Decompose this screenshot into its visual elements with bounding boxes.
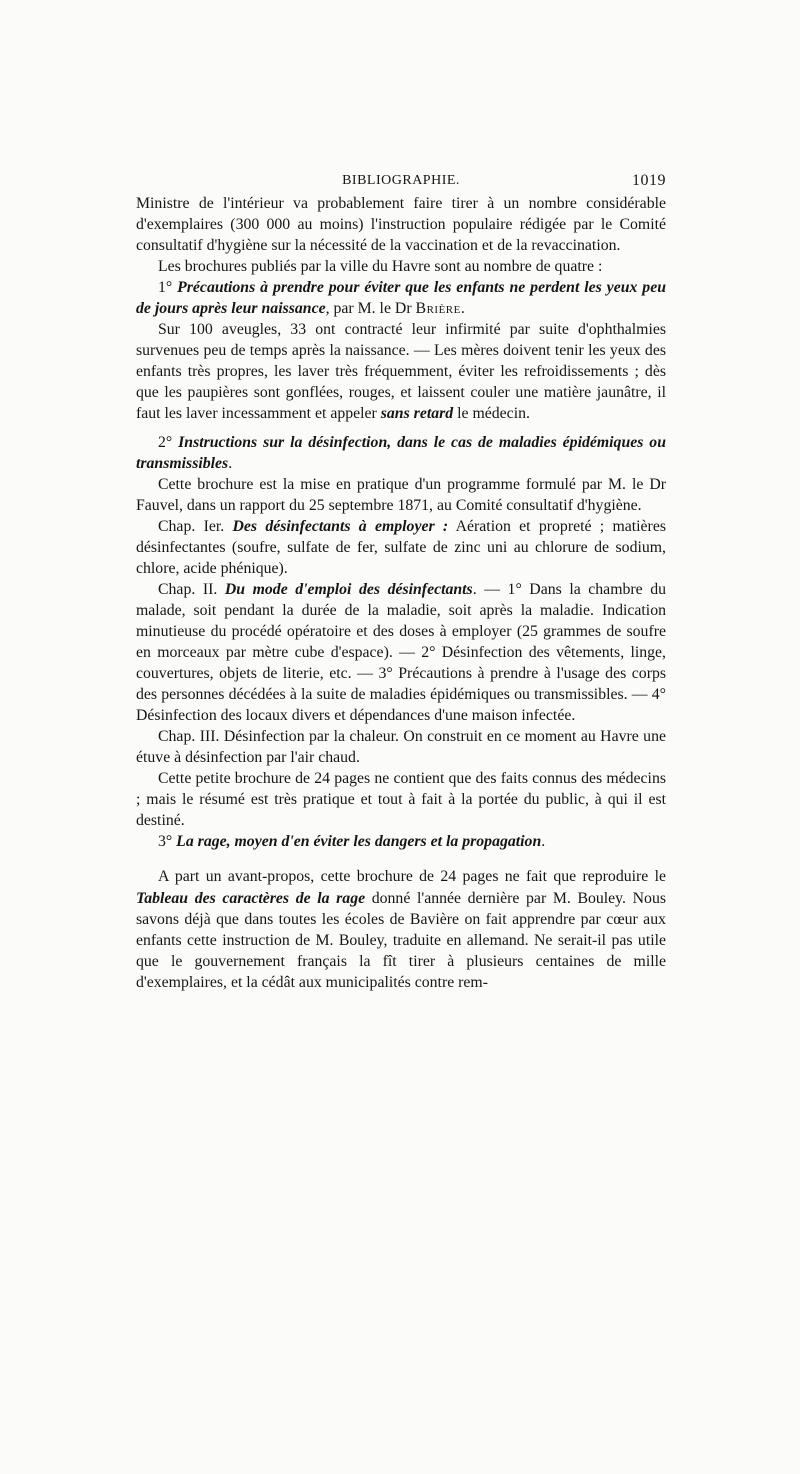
item-3-number: 3° xyxy=(158,833,173,851)
paragraph-rage xyxy=(136,866,666,992)
running-header xyxy=(136,170,666,192)
chapter-2-label: Chap. II. xyxy=(158,580,225,598)
chapter-1-title: Des désinfectants à employer : xyxy=(232,517,449,535)
item-1-title: Précautions à prendre pour éviter que les enfants ne perdent les yeux peu de jours après leur naissance xyxy=(136,279,666,318)
item-1-author: Brière xyxy=(415,300,461,318)
paragraph-brochures: Les brochures publiés par la ville du Havre sont au nombre de quatre : xyxy=(158,258,603,276)
item-2-title: Instructions sur la désinfection, dans le cas de maladies épidémiques ou transmissibles xyxy=(136,433,666,472)
chapter-1-label: Chap. Ier. xyxy=(158,517,233,535)
item-2-number: 2° xyxy=(158,433,173,451)
item-2-heading xyxy=(136,432,666,474)
emphasis-tableau: Tableau des caractères de la rage xyxy=(136,889,366,907)
paragraph-ministre: Ministre de l'intérieur va probablement faire tirer à un nombre considérable d'exemplaires (300 000 au moins) l'instruction populaire rédigée par le Comité consultatif d'hygiène sur la nécessité de la vaccination et de la revaccination. xyxy=(136,195,666,255)
item-3-title: La rage, moyen d'en éviter les dangers et la propagation xyxy=(176,833,542,851)
chapter-2-title: Du mode d'emploi des désinfectants xyxy=(224,580,473,598)
paragraph-rage-b: donné l'année dernière par M. Bouley. Nous savons déjà que dans toutes les écoles de Bavière on fait apprendre par cœur aux enfants cette instruction de M. Bouley, traduite en allemand. Ne serait-il pas utile que le gouvernement français la fît tirer à plusieurs centaines de mille d'exemplaires, et la cédât aux municipalités contre rem- xyxy=(136,889,666,991)
chapter-2-text: . — 1° Dans la chambre du malade, soit pendant la durée de la maladie, soit après la maladie. Indication minutieuse du procédé opératoire et des doses à employer (25 grammes de soufre en morceaux par mètre cube d'espace). — 2° Désinfection des vêtements, linge, couvertures, objets de literie, etc. — 3° Précautions à prendre à l'usage des corps des personnes décédées à la suite de maladies épidémiques ou transmissibles. — 4° Désinfection des locaux divers et dépendances d'une maison infectée. xyxy=(136,580,666,725)
page-number: 1019 xyxy=(632,172,666,189)
chapter-1-text: Aération et propreté ; matières désinfectantes (soufre, sulfate de fer, sulfate de zinc uni au chlorure de sodium, chlore, acide phénique). xyxy=(136,517,666,577)
paragraph-aveugles-b: le médecin. xyxy=(453,405,530,423)
item-3-end: . xyxy=(541,833,546,851)
chapter-2 xyxy=(136,579,666,726)
item-1-end: . xyxy=(460,300,465,318)
item-1-number: 1° xyxy=(158,279,173,297)
paragraph-aveugles xyxy=(136,319,666,424)
item-1-heading xyxy=(136,277,666,319)
paragraph-aveugles-a: Sur 100 aveugles, 33 ont contracté leur infirmité par suite d'ophthalmies survenues peu de temps après la naissance. — Les mères doivent tenir les yeux des enfants très propres, les laver très fréquemment, éviter les refroidissements ; dès que les paupières sont gonflées, rouges, et laissent couler une matière jaunâtre, il faut les laver incessamment et appeler xyxy=(136,321,666,423)
running-title: BIBLIOGRAPHIE. xyxy=(342,173,460,188)
chapter-1 xyxy=(136,516,666,579)
paragraph-petite-brochure: Cette petite brochure de 24 pages ne contient que des faits connus des médecins ; mais le résumé est très pratique et tout à fait à la portée du public, à qui il est destiné. xyxy=(136,770,666,830)
paragraph-fauvel: Cette brochure est la mise en pratique d'un programme formulé par M. le Dr Fauvel, dans un rapport du 25 septembre 1871, au Comité consultatif d'hygiène. xyxy=(136,475,666,514)
paragraph-rage-a: A part un avant-propos, cette brochure de 24 pages ne fait que reproduire le xyxy=(158,868,666,886)
document-page xyxy=(136,170,666,993)
chapter-3: Chap. III. Désinfection par la chaleur. On construit en ce moment au Havre une étuve à désinfection par l'air chaud. xyxy=(136,728,666,767)
emphasis-sans-retard: sans retard xyxy=(380,405,454,423)
item-2-end: . xyxy=(228,454,233,472)
item-3-heading xyxy=(136,831,666,852)
item-1-by: , par M. le Dr xyxy=(325,300,416,318)
